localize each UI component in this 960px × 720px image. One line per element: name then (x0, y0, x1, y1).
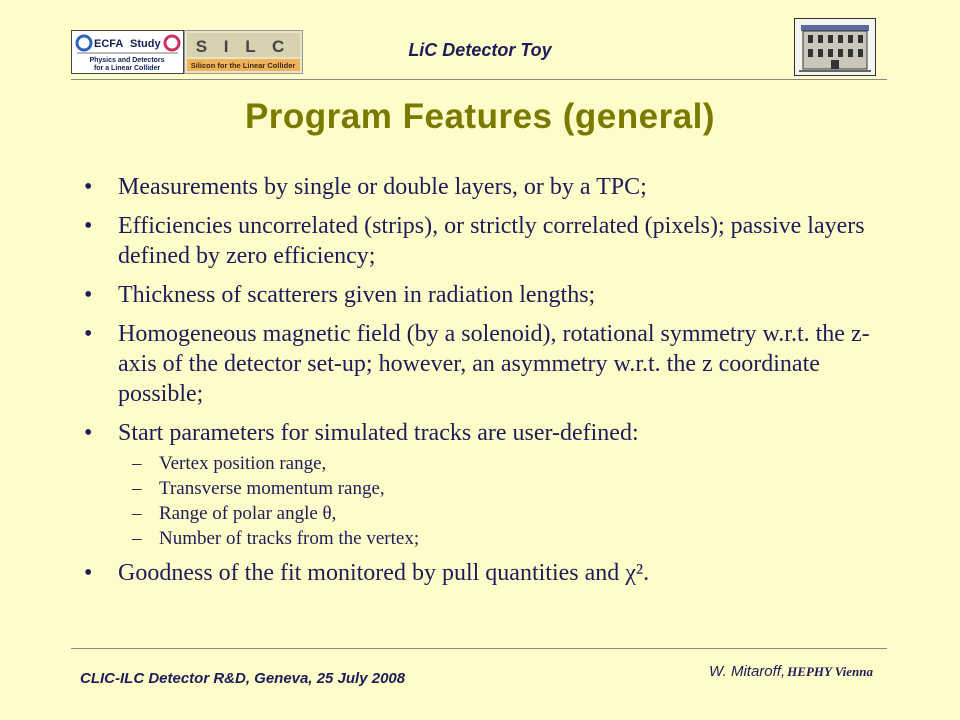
footer-divider (71, 648, 887, 649)
header-title: LiC Detector Toy (408, 40, 552, 60)
footer-event: CLIC-ILC Detector R&D, Geneva, 25 July 2008 (80, 670, 406, 687)
ecfa-word: ECFA (94, 38, 124, 50)
sub-bullet-item: – Number of tracks from the vertex; (132, 526, 884, 551)
bullet-item: • Homogeneous magnetic field (by a solenoid), rotational symmetry w.r.t. the z-axis of the detector set-up; however, an asymmetry w.r.t. the z coordinate possible; (84, 319, 884, 409)
bullet-item-text: Start parameters for simulated tracks are user-defined: (118, 420, 639, 446)
silc-caption: Silicon for the Linear Collider (190, 61, 296, 70)
bullet-list (84, 172, 884, 597)
footer-author (709, 663, 873, 680)
silc-letters: S I L C (195, 37, 291, 56)
author-name: W. Mitaroff, (709, 663, 786, 680)
ecfa-line1: Physics and Detectors (89, 57, 165, 64)
bullet-item: • Efficiencies uncorrelated (strips), or strictly correlated (pixels); passive layers defined by zero efficiency; (84, 211, 884, 271)
sub-bullet-list (132, 451, 884, 551)
ecfa-line2: for a Linear Collider (93, 65, 161, 72)
sub-bullet-item: – Transverse momentum range, (132, 476, 884, 501)
slide-title: Program Features (general) (244, 97, 716, 136)
bullet-item: • Thickness of scatterers given in radiation lengths; (84, 280, 884, 310)
sub-bullet-item: – Vertex position range, (132, 451, 884, 476)
study-word: Study (130, 38, 161, 50)
bullet-item: • Measurements by single or double layers, or by a TPC; (84, 172, 884, 202)
header-divider (71, 79, 887, 80)
bullet-item-with-subitems (84, 418, 884, 551)
author-institute: HEPHY Vienna (787, 664, 873, 679)
bullet-item: • Goodness of the fit monitored by pull quantities and χ². (84, 558, 884, 588)
sub-bullet-item: – Range of polar angle θ, (132, 501, 884, 526)
